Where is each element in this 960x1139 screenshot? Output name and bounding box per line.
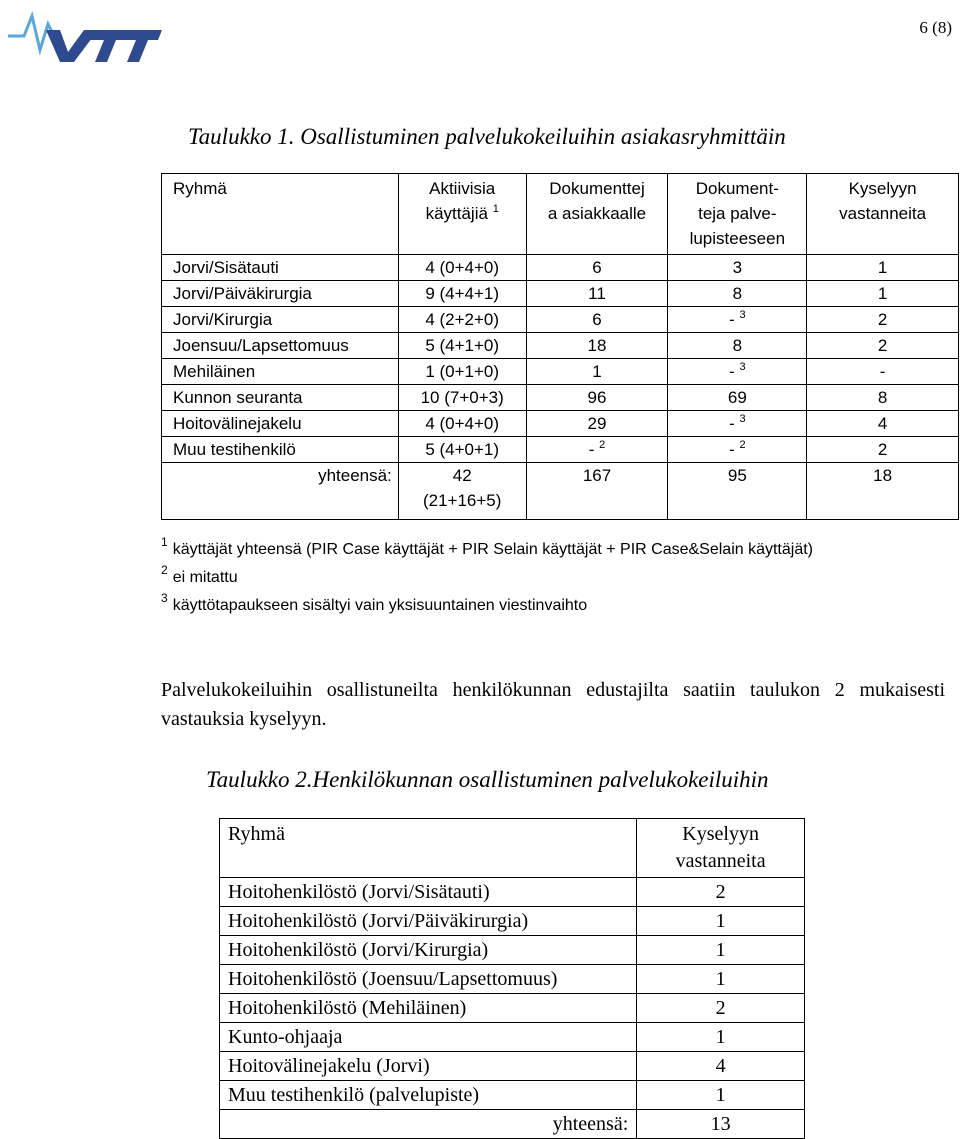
table2-caption: Taulukko 2.Henkilökunnan osallistuminen palvelukokeiluihin [206,767,769,792]
table-total-row: yhteensä: 13 [220,1110,805,1139]
table-header-row [162,174,959,255]
table-header-row: Ryhmä Kyselyyn vastanneita [220,819,805,878]
footnote-mark: 3 [739,309,746,321]
table-row: Hoitohenkilöstö (Jorvi/Päiväkirurgia) 1 [220,907,805,936]
footnote-mark: 1 [492,203,499,215]
table-row: Mehiläinen 1 (0+1+0) 1 - $^3$ - [162,359,959,385]
vtt-logo [6,6,162,68]
header-group: Ryhmä [162,174,399,255]
header-active-users: Aktiivisia käyttäjiä $^1$ [398,174,526,255]
table-row: Jorvi/Sisätauti 4 (0+4+0) 6 3 1 [162,255,959,281]
table-row: Muu testihenkilö (palvelupiste) 1 [220,1081,805,1110]
header-documents-to-service: Dokument- teja palve- lupisteeseen [668,174,807,255]
table-row: Kunnon seuranta 10 (7+0+3) 96 69 8 [162,385,959,411]
table-row: Kunto-ohjaaja 1 [220,1023,805,1052]
footnote-mark: 2 [739,439,746,451]
table-row: Muu testihenkilö 5 (4+0+1) - $^2$ - $^2$ 2 [162,437,959,463]
header-documents-to-client: Dokumenttej a asiakkaalle [526,174,668,255]
footnote: $^1$ käyttäjät yhteensä (PIR Case käyttäjät + PIR Selain käyttäjät + PIR Case&Selain käyttäjät) [161,535,813,558]
table-total-row: yhteensä: 42 (21+16+5) 167 95 18 [162,463,959,520]
table-row: Hoitovälinejakelu 4 (0+4+0) 29 - $^3$ 4 [162,411,959,437]
table-row: Jorvi/Päiväkirurgia 9 (4+4+1) 11 8 1 [162,281,959,307]
table-row: Hoitohenkilöstö (Mehiläinen) 2 [220,994,805,1023]
footnote: $^2$ ei mitattu [161,563,238,586]
footnote-mark: 3 [739,361,746,373]
participation-table [161,173,959,520]
table-row: Hoitohenkilöstö (Joensuu/Lapsettomuus) 1 [220,965,805,994]
table-row: Hoitohenkilöstö (Jorvi/Sisätauti) 2 [220,878,805,907]
footnote-mark: 3 [739,413,746,425]
total-active-users: 42 (21+16+5) [398,463,526,520]
table-row: Hoitovälinejakelu (Jorvi) 4 [220,1052,805,1081]
header-survey-responses: Kyselyyn vastanneita [807,174,959,255]
table1-caption: Taulukko 1. Osallistuminen palvelukokeiluihin asiakasryhmittäin [188,124,786,149]
table-row: Joensuu/Lapsettomuus 5 (4+1+0) 18 8 2 [162,333,959,359]
footnote-mark: 2 [599,439,606,451]
table-row: Jorvi/Kirurgia 4 (2+2+0) 6 - $^3$ 2 [162,307,959,333]
page-number: 6 (8) [919,18,952,37]
body-paragraph: Palvelukokeiluihin osallistuneilta henkilökunnan edustajilta saatiin taulukon 2 mukaisesti vastauksia kyselyyn. [161,679,945,730]
table-row: Hoitohenkilöstö (Jorvi/Kirurgia) 1 [220,936,805,965]
footnote: $^3$ käyttötapaukseen sisältyi vain yksisuuntainen viestinvaihto [161,591,588,614]
staff-participation-table [219,818,805,1139]
